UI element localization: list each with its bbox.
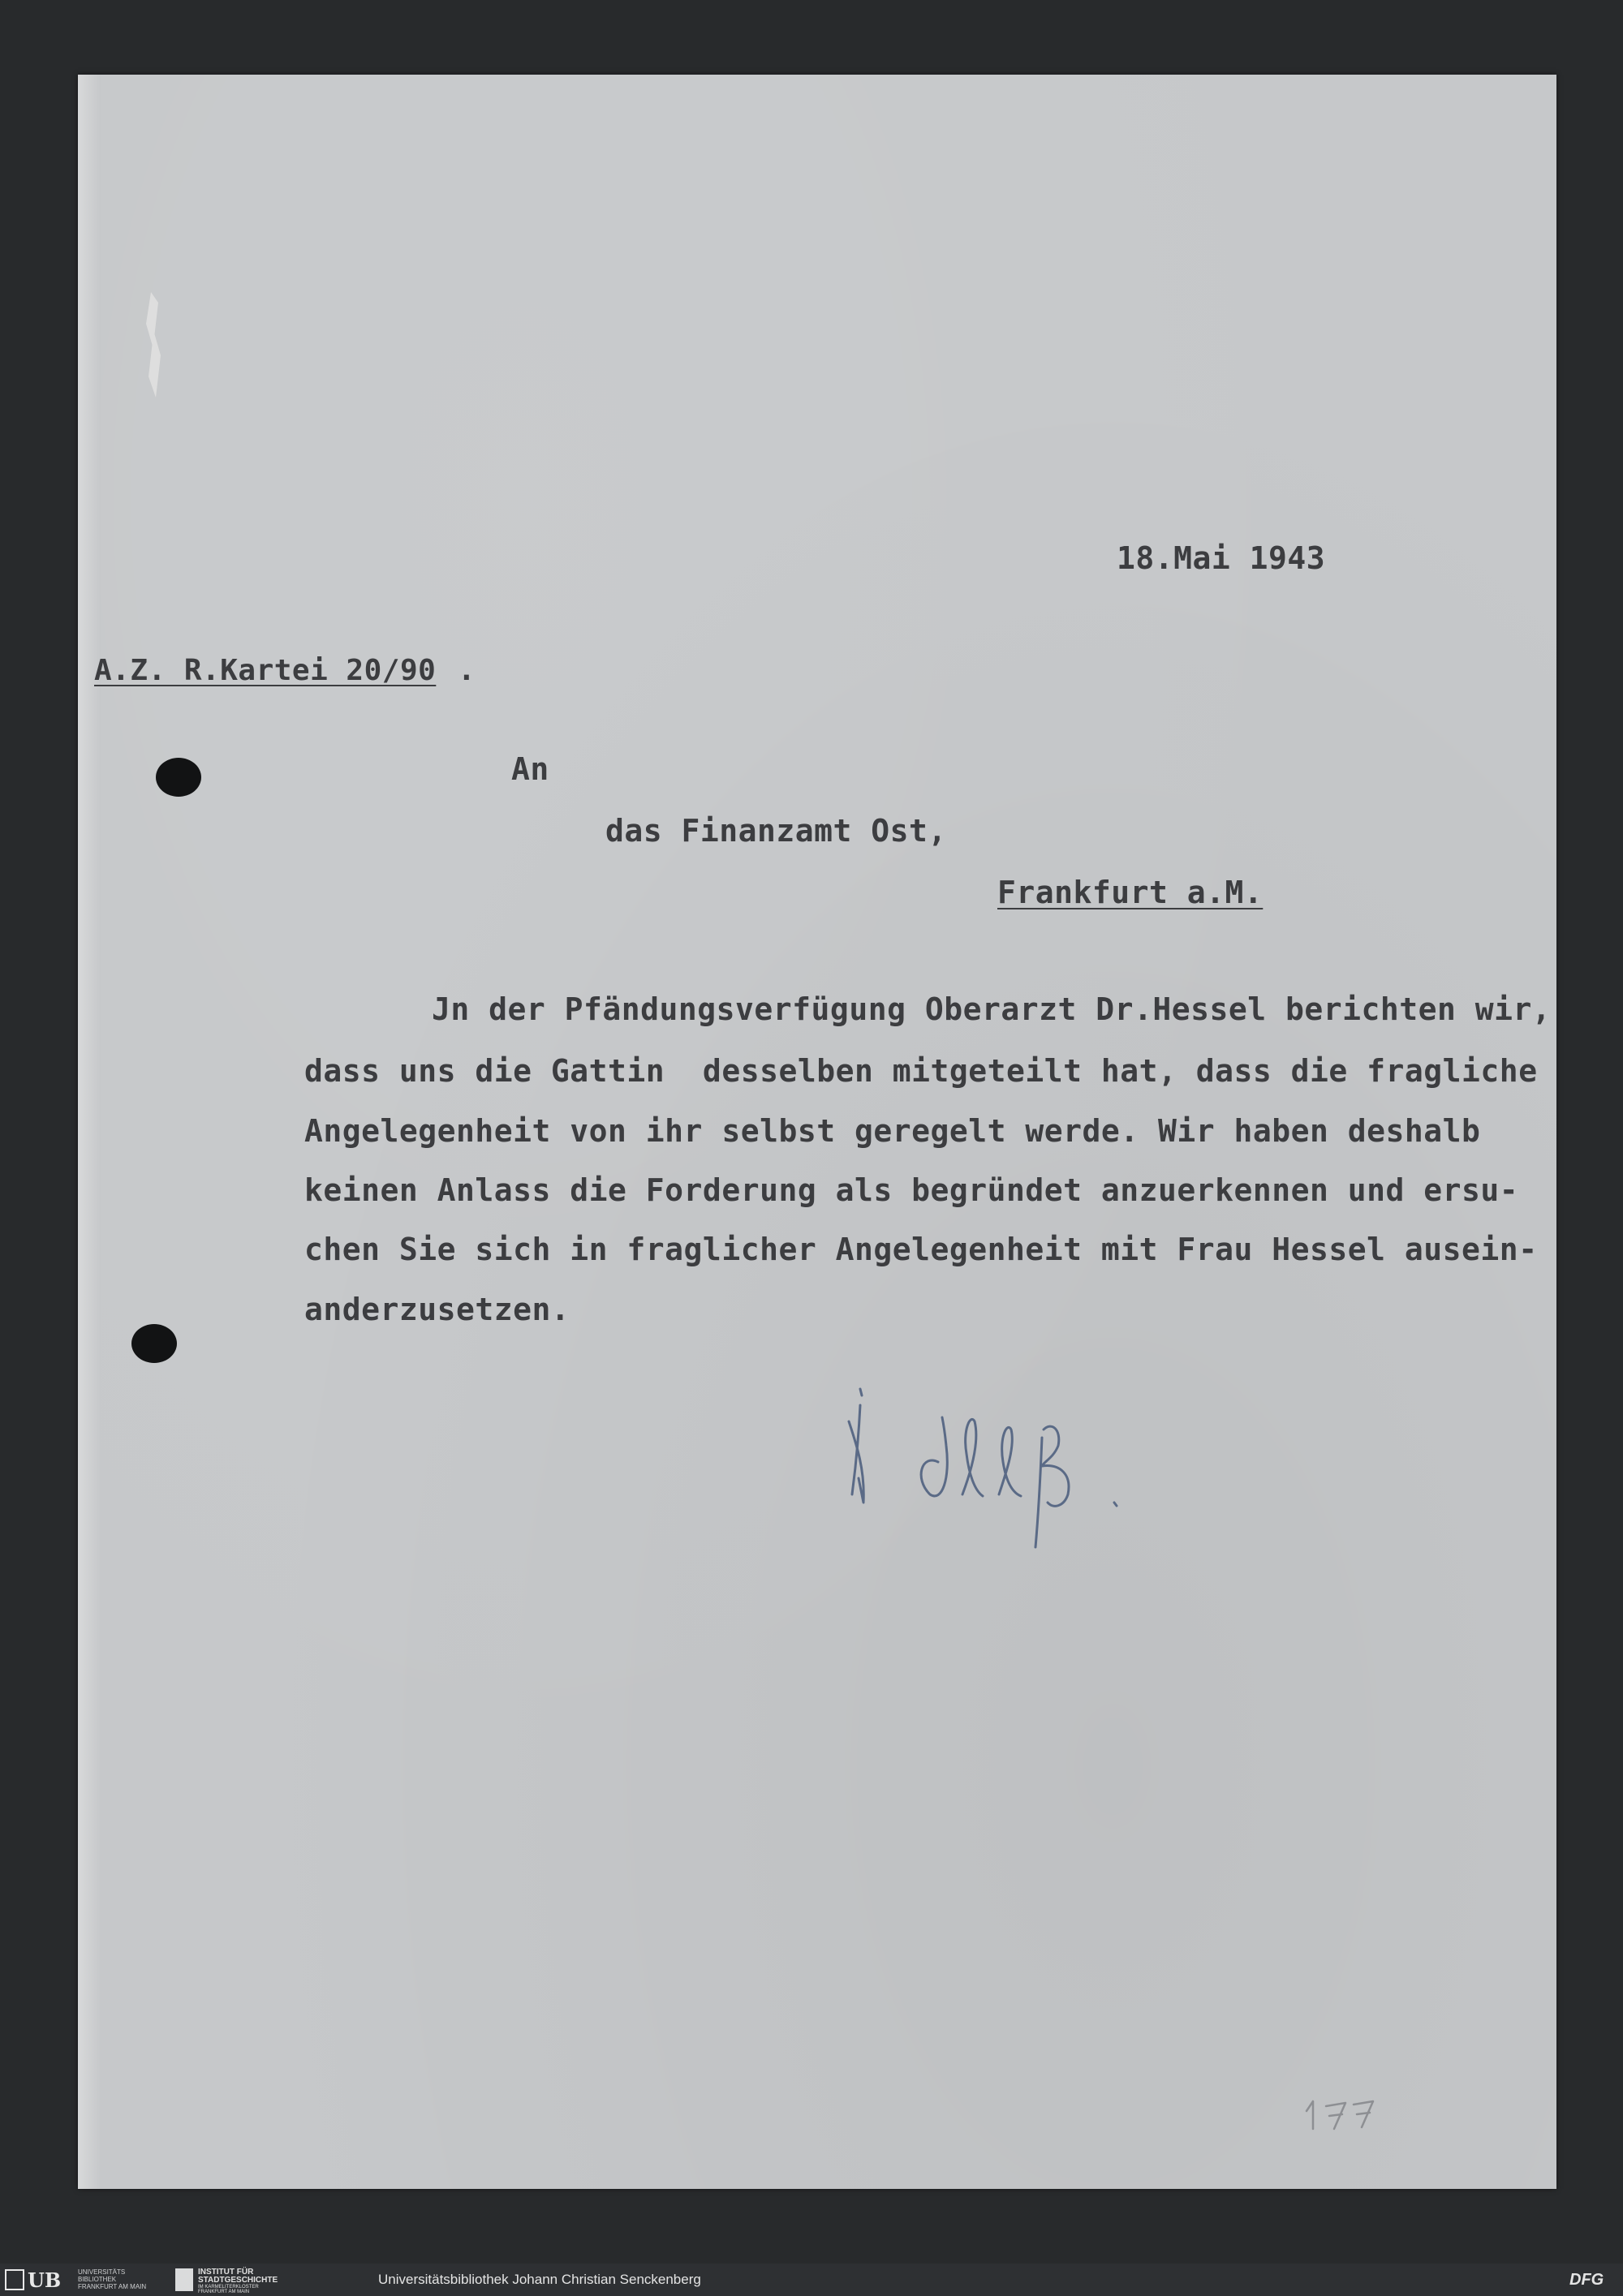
isg-caption-line: FRANKFURT AM MAIN [198, 2290, 250, 2294]
paper-edge [78, 75, 101, 2189]
reference-period: . [458, 654, 476, 687]
body-line: chen Sie sich in fraglicher Angelegenheit mit Frau Hessel ausein- [304, 1232, 1538, 1267]
reference-number: A.Z. R.Kartei 20/90 [94, 654, 437, 687]
dfg-logo: DFG [1569, 2271, 1604, 2289]
ub-caption-line: FRANKFURT AM MAIN [78, 2283, 147, 2290]
salutation: An [511, 751, 549, 787]
body-line: dass uns die Gattin desselben mitgeteilt hat, dass die fragliche [304, 1053, 1538, 1089]
body-line: Angelegenheit von ihr selbst geregelt werde. Wir haben deshalb [304, 1113, 1481, 1149]
handwritten-signature [841, 1373, 1263, 1559]
isg-caption-line: INSTITUT FÜR [198, 2268, 254, 2277]
punch-hole-bottom [131, 1324, 177, 1363]
isg-caption-line: STADTGESCHICHTE [198, 2276, 278, 2285]
letter-date: 18.Mai 1943 [1117, 540, 1326, 576]
ub-logo [5, 2268, 76, 2291]
library-credit: Universitätsbibliothek Johann Christian Senckenberg [378, 2272, 701, 2287]
body-line: Jn der Pfändungsverfügung Oberarzt Dr.Hessel berichten wir, [432, 991, 1552, 1027]
ub-logo-caption [78, 2268, 167, 2291]
ub-logo-text: UB [28, 2268, 62, 2292]
page-number-annotation [1295, 2079, 1393, 2135]
punch-hole-top [156, 758, 201, 797]
ub-caption-line: UNIVERSITÄTS [78, 2268, 126, 2276]
isg-logo-icon [175, 2268, 193, 2291]
isg-caption-line: IM KARMELITERKLOSTER [198, 2285, 259, 2290]
viewer-footer [0, 2264, 1623, 2296]
ub-caption-line: BIBLIOTHEK [78, 2276, 117, 2283]
paper-tear [141, 292, 166, 398]
recipient: das Finanzamt Ost, [605, 813, 947, 849]
book-icon [5, 2269, 24, 2290]
body-line: keinen Anlass die Forderung als begründet anzuerkennen und ersu- [304, 1172, 1519, 1208]
body-line: anderzusetzen. [304, 1292, 570, 1327]
isg-logo-caption [198, 2268, 352, 2294]
letter-page [78, 75, 1556, 2189]
recipient-city: Frankfurt a.M. [997, 875, 1264, 910]
